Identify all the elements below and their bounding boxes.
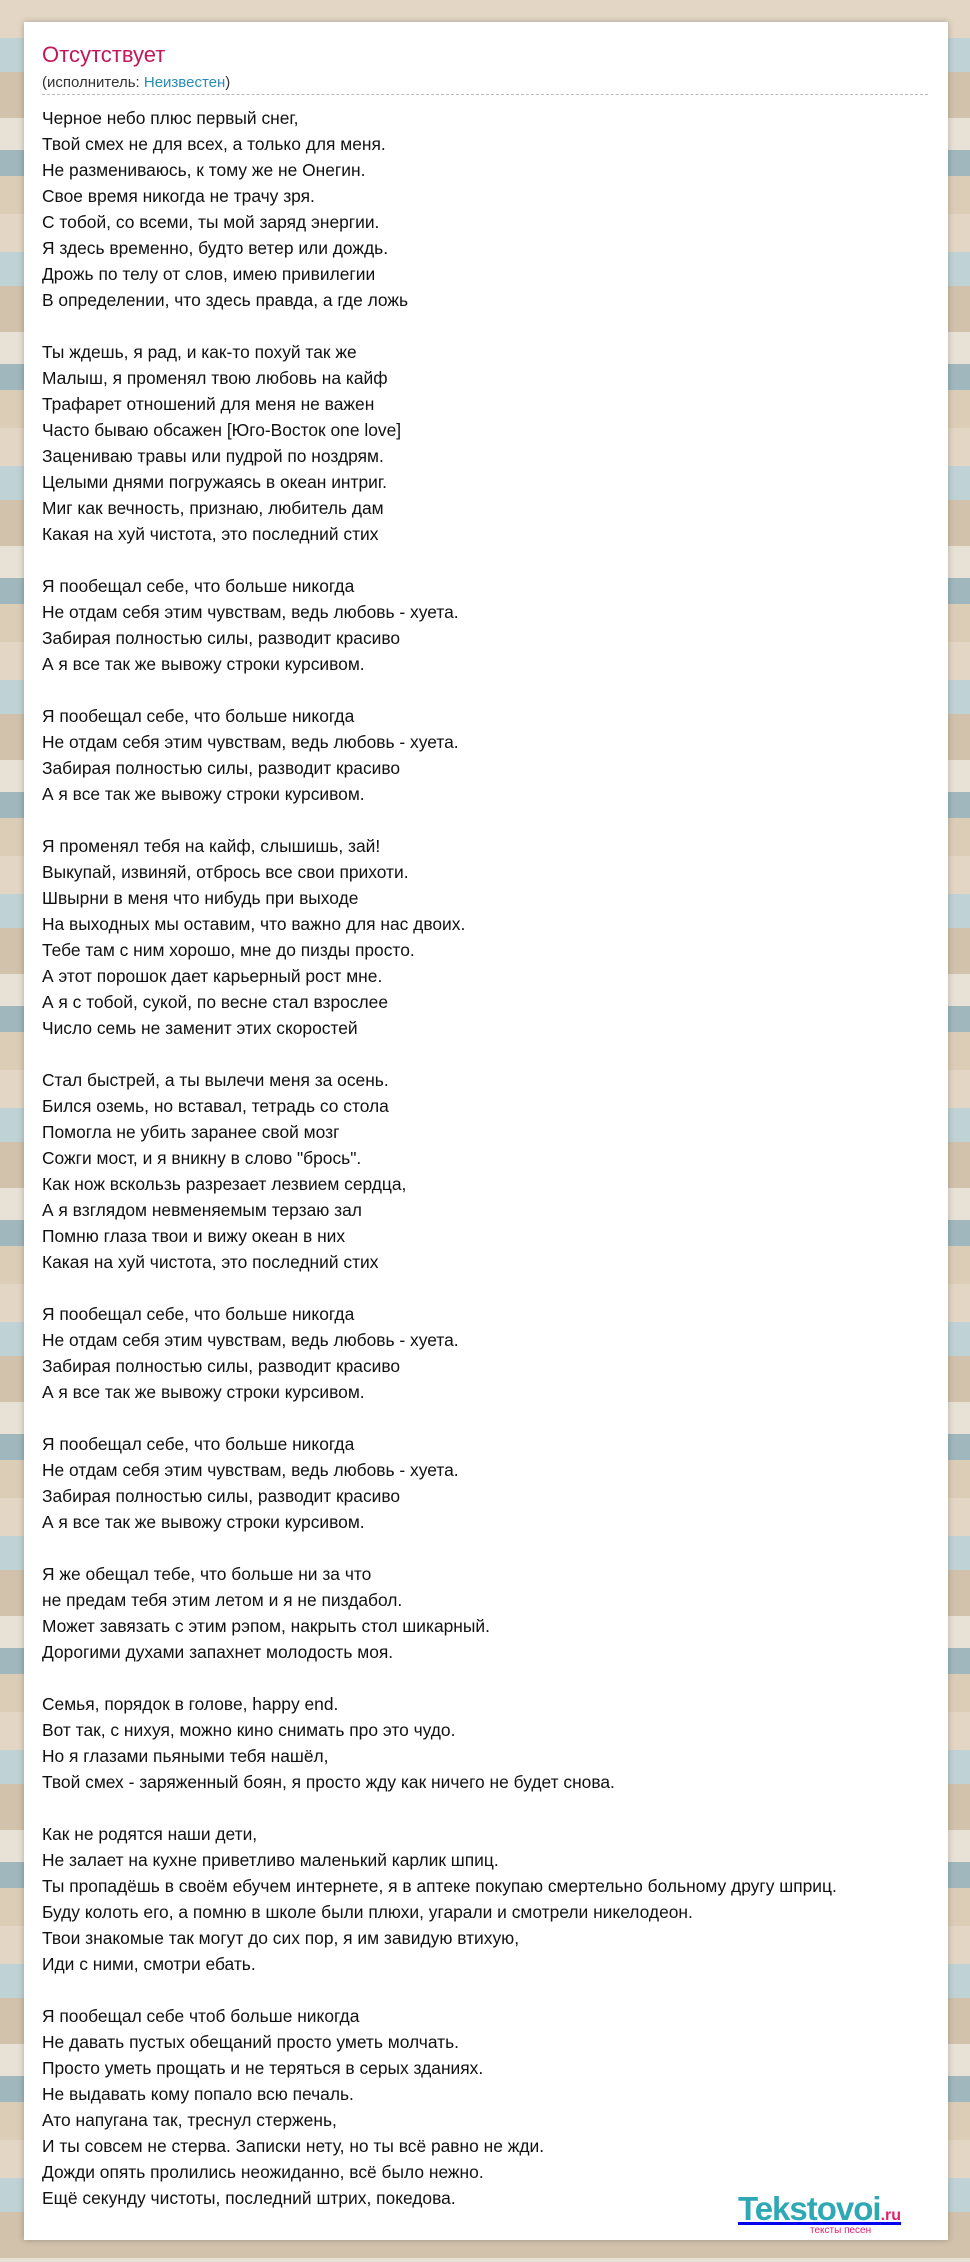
site-logo[interactable] [738, 2192, 943, 2236]
artist-link[interactable]: Неизвестен [143, 74, 226, 91]
logo-tagline: тексты песен [810, 2225, 872, 2236]
lyrics-text: Черное небо плюс первый снег, Твой смех не для всех, а только для меня. Не размениваюсь, к тому же не Онегин. Свое время никогда не трачу зря. С тобой, со всеми, ты мой заряд энергии. Я здесь временно, будто ветер или дождь. Дрожь по телу от слов, имею привилегии В определении, что здесь правда, а где ложь Ты ждешь, я рад, и как-то похуй так же Малыш, я променял твою любовь на кайф Трафарет отношений для меня не важен Часто бываю обсажен [Юго-Восток one love] Зацениваю травы или пудрой по ноздрям. Целыми днями погружаясь в океан интриг. Миг как вечность, признаю, любитель дам Какая на хуй чистота, это последний стих Я пообещал себе, что больше никогда Не отдам себя этим чувствам, ведь любовь - хуета. Забирая полностью силы, разводит красиво А я все так же вывожу строки курсивом. Я пообещал себе, что больше никогда Не отдам себя этим чувствам, ведь любовь - хуета. Забирая полностью силы, разводит красиво А я все так же вывожу строки курсивом. Я променял тебя на кайф, слышишь, зай! Выкупай, извиняй, отбрось все свои прихоти. Швырни в меня что нибудь при выходе На выходных мы оставим, что важно для нас двоих. Тебе там с ним хорошо, мне до пизды просто. А этот порошок дает карьерный рост мне. А я с тобой, сукой, по весне стал взрослее Число семь не заменит этих скоростей Стал быстрей, а ты вылечи меня за осень. Бился оземь, но вставал, тетрадь со стола Помогла не убить заранее свой мозг Сожги мост, и я вникну в слово "брось". Как нож вскользь разрезает лезвием сердца, А я взглядом невменяемым терзаю зал Помню глаза твои и вижу океан в них Какая на хуй чистота, это последний стих Я пообещал себе, что больше никогда Не отдам себя этим чувствам, ведь любовь - хуета. Забирая полностью силы, разводит красиво А я все так же вывожу строки курсивом. Я пообещал себе, что больше никогда Не отдам себя этим чувствам, ведь любовь - хуета. Забирая полностью силы, разводит красиво А я все так же вывожу строки курсивом. Я же обещал тебе, что больше ни за что не предам тебя этим летом и я не пиздабол. Может завязать с этим рэпом, накрыть стол шикарный. Дорогими духами запахнет молодость моя. Семья, порядок в голове, happy end. Вот так, с нихуя, можно кино снимать про это чудо. Но я глазами пьяными тебя нашёл, Твой смех - заряженный боян, я просто жду как ничего не будет снова. Как не родятся наши дети, Не залает на кухне приветливо маленький карлик шпиц. Ты пропадёшь в своём ебучем интернете, я в аптеке покупаю смертельно больному другу шприц. Буду колоть его, а помню в школе были плюхи, угарали и смотрели никелодеон. Твои знакомые так могут до сих пор, я им завидую втихую, Иди с ними, смотри ебать. Я пообещал себе чтоб больше никогда Не давать пустых обещаний просто уметь молчать. Просто уметь прощать и не теряться в серых зданиях. Не выдавать кому попало всю печаль. Ато напугана так, треснул стержень, И ты совсем не стерва. Записки нету, но ты всё равно не жди. Дожди опять пролились неожиданно, всё было нежно. Ещё секунду чистоты, последний штрих, покедова. [42, 108, 837, 2208]
lyrics-card [24, 22, 948, 2240]
title-divider [42, 94, 928, 95]
artist-suffix: ) [225, 74, 231, 91]
artist-line [42, 74, 230, 91]
logo-tld: .ru [880, 2207, 902, 2224]
artist-prefix: (исполнитель: [42, 74, 144, 91]
song-title: Отсутствует [42, 42, 166, 67]
logo-name: Tekstovoi [738, 2190, 881, 2227]
